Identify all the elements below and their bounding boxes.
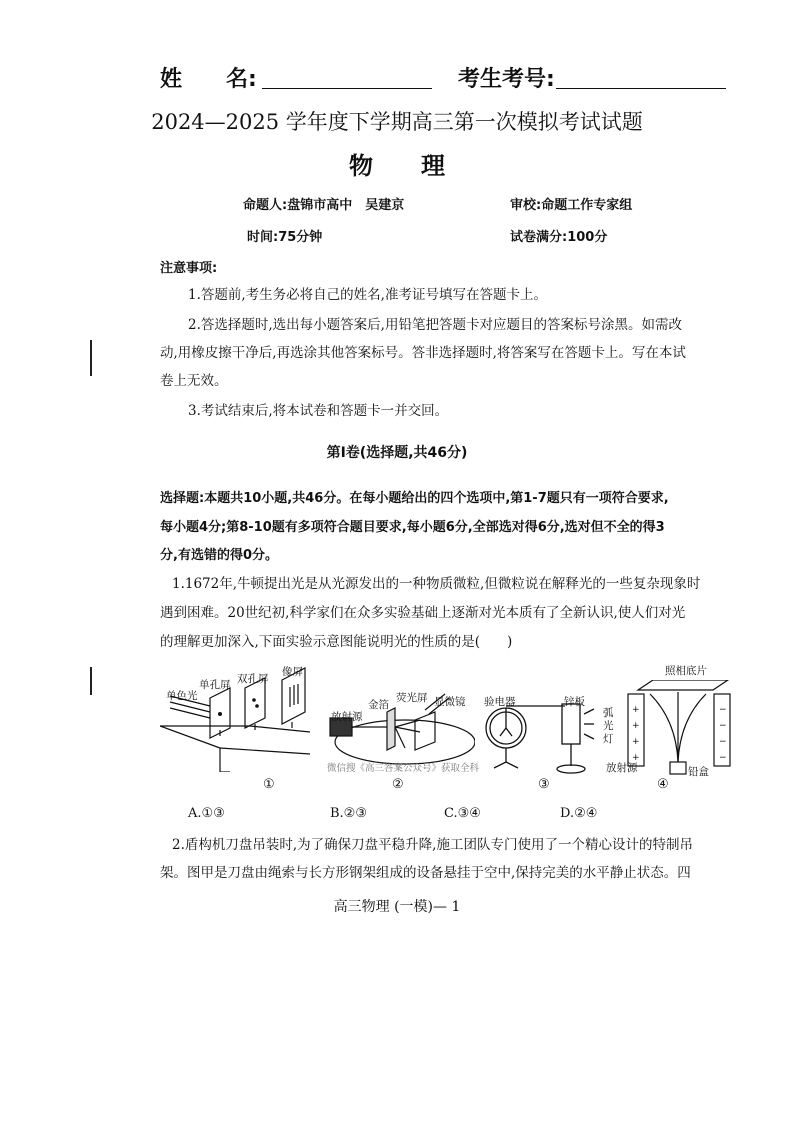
fig4-label-lead-box: 铅盒 bbox=[688, 766, 709, 778]
fig4-label-film: 照相底片 bbox=[665, 665, 707, 677]
option-d[interactable]: D.②④ bbox=[560, 806, 598, 821]
id-blank[interactable] bbox=[556, 88, 726, 89]
fig1-label-screen: 像屏 bbox=[282, 666, 303, 678]
option-a[interactable]: A.①③ bbox=[188, 806, 225, 821]
author: 命题人:盘锦市高中 吴建京 bbox=[243, 198, 405, 213]
svg-text:−: − bbox=[719, 753, 727, 763]
note-line: 2.答选择题时,选出每小题答案后,用铅笔把答题卡对应题目的答案标号涂黑。如需改 bbox=[188, 317, 682, 333]
option-b[interactable]: B.②③ bbox=[330, 806, 367, 821]
page-footer: 高三物理 (一模)— 1 bbox=[333, 899, 461, 915]
fig1-label-single-slit: 单孔屏 bbox=[199, 679, 231, 691]
option-c[interactable]: C.③④ bbox=[444, 806, 481, 821]
fig3-label-electroscope: 验电器 bbox=[484, 696, 516, 708]
svg-text:−: − bbox=[719, 737, 727, 747]
name-blank[interactable] bbox=[262, 88, 432, 89]
note-line: 动,用橡皮擦干净后,再选涂其他答案标号。答非选择题时,将答案写在答题卡上。写在本试 bbox=[160, 345, 686, 361]
scan-mark bbox=[90, 667, 92, 695]
fig1-number: ① bbox=[263, 777, 275, 792]
svg-text:+: + bbox=[632, 705, 640, 715]
note-line: 卷上无效。 bbox=[160, 373, 228, 389]
section-title: 第Ⅰ卷(选择题,共46分) bbox=[326, 445, 468, 461]
fig2-label-microscope: 显微镜 bbox=[434, 696, 466, 708]
q1-text-line: 的理解更加深入,下面实验示意图能说明光的性质的是( ) bbox=[160, 634, 513, 650]
q2-text-line: 2.盾构机刀盘吊装时,为了确保刀盘平稳升降,施工团队专门使用了一个精心设计的特制吊 bbox=[172, 837, 693, 853]
fig3-number: ③ bbox=[538, 777, 550, 792]
section-intro-line: 选择题:本题共10小题,共46分。在每小题给出的四个选项中,第1-7题只有一项符合要求, bbox=[160, 491, 669, 506]
fig2-label-source: 放射源 bbox=[331, 711, 363, 723]
reviewer: 审校:命题工作专家组 bbox=[510, 198, 633, 213]
section-intro-line: 每小题4分;第8-10题有多项符合题目要求,每小题6分,全部选对得6分,选对但不全的得3 bbox=[160, 520, 665, 535]
svg-text:+: + bbox=[632, 721, 640, 731]
section-intro-line: 分,有选错的得0分。 bbox=[160, 548, 278, 563]
notes-heading: 注意事项: bbox=[160, 261, 218, 276]
q1-text-line: 1.1672年,牛顿提出光是从光源发出的一种物质微粒,但微粒说在解释光的一些复杂现象时 bbox=[172, 576, 701, 592]
scan-mark bbox=[90, 340, 92, 376]
full-score: 试卷满分:100分 bbox=[510, 230, 608, 245]
fig2-label-foil: 金箔 bbox=[368, 699, 389, 711]
fig1-label-light: 单色光 bbox=[166, 690, 198, 702]
watermark: 微信搜《高三答案公众号》获取全科 bbox=[327, 763, 480, 774]
fig4-label-source: 放射源 bbox=[606, 762, 638, 774]
fig1-label-double-slit: 双孔屏 bbox=[237, 673, 269, 685]
fig3-label-arc-lamp: 弧光灯 bbox=[603, 707, 614, 745]
figure-photoelectric bbox=[480, 700, 620, 775]
subject-title: 物 理 bbox=[349, 152, 445, 180]
svg-text:+: + bbox=[632, 753, 640, 763]
svg-text:−: − bbox=[719, 705, 727, 715]
svg-text:−: − bbox=[719, 721, 727, 731]
time: 时间:75分钟 bbox=[247, 230, 323, 245]
id-label: 考生考号: bbox=[458, 67, 555, 92]
q1-text-line: 遇到困难。20世纪初,科学家们在众多实验基础上逐渐对光本质有了全新认识,使人们对光 bbox=[160, 605, 686, 621]
fig4-number: ④ bbox=[657, 777, 669, 792]
fig3-label-zinc: 锌板 bbox=[564, 696, 585, 708]
fig2-label-fluorescent: 荧光屏 bbox=[396, 692, 428, 704]
note-line: 1.答题前,考生务必将自己的姓名,准考证号填写在答题卡上。 bbox=[188, 287, 547, 303]
exam-title: 2024—2025 学年度下学期高三第一次模拟考试试题 bbox=[151, 110, 643, 134]
note-line: 3.考试结束后,将本试卷和答题卡一并交回。 bbox=[188, 403, 449, 419]
q2-text-line: 架。图甲是刀盘由绳索与长方形钢架组成的设备悬挂于空中,保持完美的水平静止状态。四 bbox=[160, 865, 691, 881]
fig2-number: ② bbox=[392, 777, 404, 792]
svg-text:+: + bbox=[632, 737, 640, 747]
name-label: 姓 名: bbox=[160, 67, 257, 92]
